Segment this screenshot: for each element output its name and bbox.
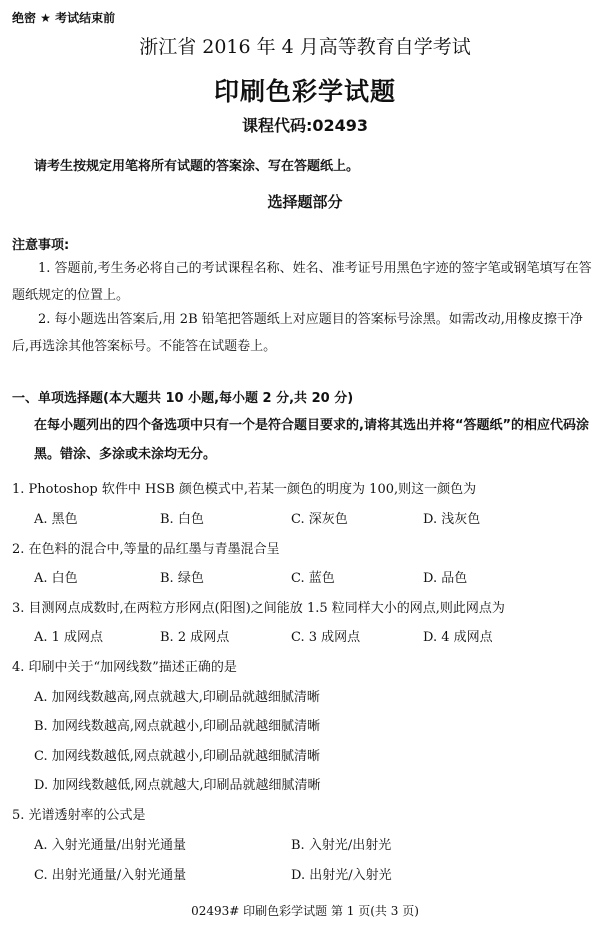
subject-title: 印刷色彩学试题 <box>213 77 396 106</box>
question-3-option-a: A. 1 成网点 <box>34 630 104 645</box>
question-5-option-a: A. 入射光通量/出射光通量 <box>34 838 187 853</box>
answer-instruction: 请考生按规定用笔将所有试题的答案涂、写在答题纸上。 <box>34 159 360 174</box>
question-2-option-c: C. 蓝色 <box>291 571 335 586</box>
notes-label: 注意事项: <box>12 238 70 253</box>
course-code: 课程代码:02493 <box>241 116 369 135</box>
question-2-option-b: B. 绿色 <box>160 571 204 586</box>
question-2-option-d: D. 品色 <box>423 571 468 586</box>
question-1-option-c: C. 深灰色 <box>291 512 348 527</box>
page-footer: 02493# 印刷色彩学试题 第 1 页(共 3 页) <box>191 904 419 918</box>
question-1-option-d: D. 浅灰色 <box>423 512 481 527</box>
note-item-2: 2. 每小题选出答案后,用 2B 铅笔把答题纸上对应题目的答案标号涂黑。如需改动,用橡皮擦干净后,再选涂其他答案标号。不能答在试题卷上。 <box>12 312 583 354</box>
section-heading: 一、单项选择题(本大题共 10 小题,每小题 2 分,共 20 分) <box>12 391 354 406</box>
question-3-option-b: B. 2 成网点 <box>160 630 230 645</box>
question-4-option-d: D. 加网线数越低,网点就越大,印刷品就越细腻清晰 <box>34 778 321 793</box>
question-5-option-b: B. 入射光/出射光 <box>291 838 392 853</box>
part-title: 选择题部分 <box>267 193 343 211</box>
question-1-stem: 1. Photoshop 软件中 HSB 颜色模式中,若某一颜色的明度为 100,则这一颜色为 <box>12 482 477 497</box>
question-1-option-a: A. 黑色 <box>34 512 78 527</box>
question-3-option-c: C. 3 成网点 <box>291 630 361 645</box>
question-2-stem: 2. 在色料的混合中,等量的品红墨与青墨混合呈 <box>12 542 280 557</box>
secret-mark: 绝密 ★ 考试结束前 <box>12 11 116 25</box>
question-3-option-d: D. 4 成网点 <box>423 630 493 645</box>
question-4-stem: 4. 印刷中关于“加网线数”描述正确的是 <box>12 660 237 675</box>
question-5-stem: 5. 光谱透射率的公式是 <box>12 808 146 823</box>
question-3-stem: 3. 目测网点成数时,在两粒方形网点(阳图)之间能放 1.5 粒同样大小的网点,则此网点为 <box>12 601 505 616</box>
question-4-option-c: C. 加网线数越低,网点就越小,印刷品就越细腻清晰 <box>34 749 321 764</box>
question-5-option-c: C. 出射光通量/入射光通量 <box>34 868 187 883</box>
question-5-option-d: D. 出射光/入射光 <box>291 868 392 883</box>
note-item-1: 1. 答题前,考生务必将自己的考试课程名称、姓名、准考证号用黑色字迹的签字笔或钢笔填写在答题纸规定的位置上。 <box>12 261 592 303</box>
question-4-option-a: A. 加网线数越高,网点就越大,印刷品就越细腻清晰 <box>34 690 320 705</box>
exam-title: 浙江省 2016 年 4 月高等教育自学考试 <box>139 36 471 58</box>
section-description: 在每小题列出的四个备选项中只有一个是符合题目要求的,请将其选出并将“答题纸”的相应代码涂黑。错涂、多涂或未涂均无分。 <box>34 418 590 462</box>
question-1-option-b: B. 白色 <box>160 512 204 527</box>
question-4-option-b: B. 加网线数越高,网点就越小,印刷品就越细腻清晰 <box>34 719 321 734</box>
question-2-option-a: A. 白色 <box>34 571 78 586</box>
